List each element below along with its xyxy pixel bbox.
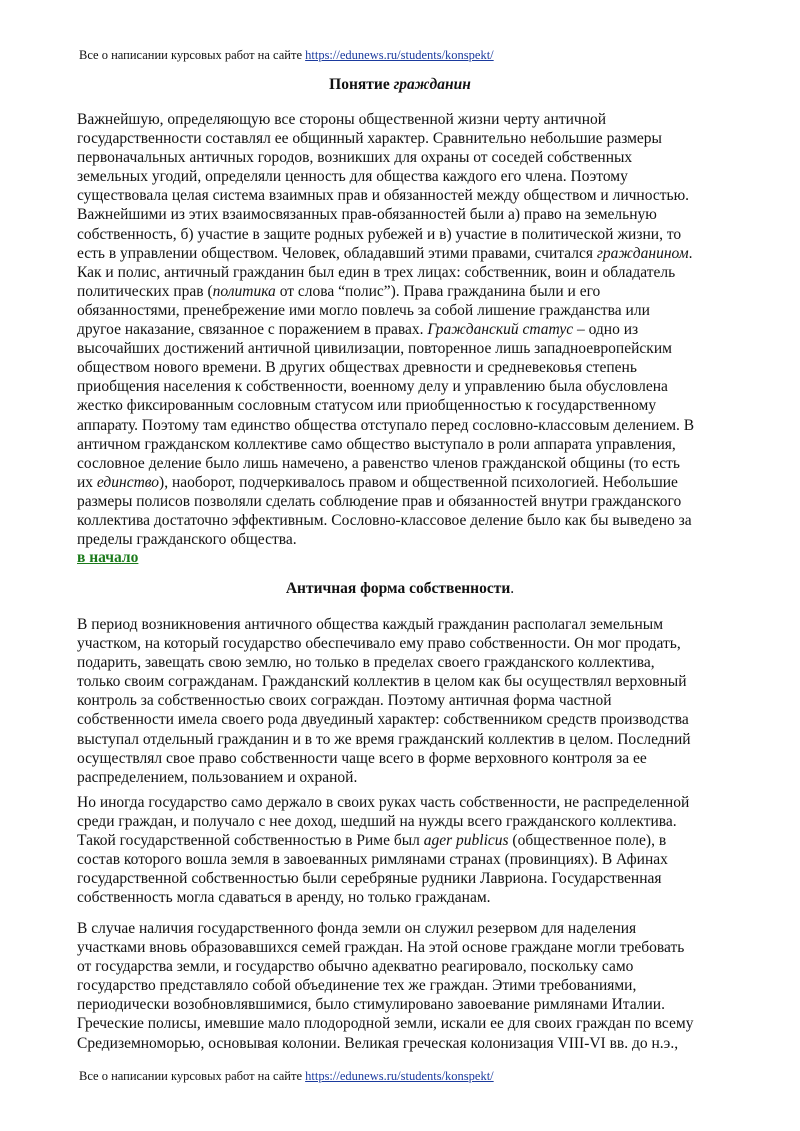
italic-term: Гражданский статус <box>427 321 574 339</box>
text-run: их <box>77 473 97 491</box>
italic-term: гражданином <box>596 244 689 262</box>
text-run: ), наоборот, подчеркивалось правом и общественной психологией. Небольшие <box>159 473 678 491</box>
text-line: распределением, пользованием и охраной. <box>77 768 358 786</box>
text-line: периодически возобновлявшимися, было стимулировано завоевание римлянами Италии. <box>77 996 665 1014</box>
text-run: другое наказание, связанное с поражением в правах. <box>77 321 428 339</box>
text-line: Как и полис, античный гражданин был един в трех лицах: собственник, воин и обладатель <box>77 263 676 281</box>
section-title-property <box>0 580 800 598</box>
section-title-citizen-italic: гражданин <box>393 76 471 93</box>
text-line: античном гражданском коллективе само общество выступало в роли аппарата управления, <box>77 435 676 453</box>
text-line: Средиземноморью, основывая колонии. Великая греческая колонизация VIII-VI вв. до н.э., <box>77 1034 679 1052</box>
text-run: от слова “полис”). Права гражданина были и его <box>275 282 601 300</box>
text-line: обществом нового времени. В других обществах древности и средневековья степень <box>77 359 637 377</box>
text-line: размеры полисов позволяли сделать соблюдение прав и обязанностей внутри гражданского <box>77 492 682 510</box>
italic-term: политика <box>212 282 276 300</box>
header-note-text: Все о написании курсовых работ на сайте <box>79 48 306 62</box>
footer-note-text: Все о написании курсовых работ на сайте <box>79 1069 306 1083</box>
text-line: состав которого вошла земля в завоеванных римлянами странах (провинциях). В Афинах <box>77 851 668 869</box>
text-run: – одно из <box>573 321 639 339</box>
text-line: от государства земли, и государство обычно адекватно реагировало, поскольку само <box>77 958 634 976</box>
footer-note <box>79 1069 494 1084</box>
text-line: собственность, б) участие в защите родных рубежей и в) участие в политической жизни, то <box>77 225 682 243</box>
text-line: обязанностями, пренебрежение ими могло повлечь за собой лишение гражданства или <box>77 301 650 319</box>
text-line: государство представляло собой объединение тех же граждан. Этими требованиями, <box>77 977 637 995</box>
text-line: среди граждан, и получало с нее доход, шедший на нужды всего гражданского коллектива. <box>77 813 677 831</box>
text-line: Важнейшими из этих взаимосвязанных прав-обязанностей были а) право на земельную <box>77 206 657 224</box>
text-line: существовала целая система взаимных прав и обязанностей между обществом и личностью. <box>77 187 690 205</box>
text-line: Важнейшую, определяющую все стороны общественной жизни черту античной <box>77 111 607 128</box>
italic-term: ager publicus <box>423 832 509 850</box>
text-line: приобщения населения к собственности, военному делу и управлению была обусловлена <box>77 378 668 396</box>
text-line: Но иногда государство само держало в своих руках часть собственности, не распределенной <box>77 794 690 811</box>
text-run: Такой государственной собственностью в Риме был <box>77 832 424 850</box>
text-line: государственной собственностью были серебряные рудники Лавриона. Государственная <box>77 870 662 888</box>
text-run: есть в управлении обществом. Человек, обладавший этими правами, считался <box>77 244 597 262</box>
text-line: жестко фиксированным сословным статусом или приобщенностью к государственному <box>77 397 657 415</box>
back-to-top-link[interactable]: в начало <box>77 549 139 566</box>
text-line: выступал отдельный гражданин и в то же время гражданский коллектив в целом. Последний <box>77 730 691 748</box>
text-line: участками вновь образовавшихся семей граждан. На этой основе граждане могли требовать <box>77 939 685 957</box>
text-line: осуществлял свое право собственности чаще всего в форме верховного контроля за ее <box>77 749 647 767</box>
text-line: государственности составлял ее общинный характер. Сравнительно небольшие размеры <box>77 130 662 148</box>
text-line <box>77 320 722 339</box>
text-line: собственности имела своего рода двуединый характер: собственником средств производства <box>77 711 689 729</box>
section-title-citizen-plain: Понятие <box>329 76 394 93</box>
section-title-property-text: Античная форма собственности <box>285 580 511 597</box>
text-line: подарить, завещать свою землю, но только в пределах своего гражданского коллектива, <box>77 654 655 672</box>
footer-site-link[interactable]: https://edunews.ru/students/konspekt/ <box>305 1069 494 1083</box>
text-line: Греческие полисы, имевшие мало плодородной земли, искали ее для своих граждан по всему <box>77 1015 694 1033</box>
text-line: коллектива достаточно эффективным. Сословно-классовое деление было как бы выведено за <box>77 511 692 529</box>
text-line <box>77 831 722 850</box>
text-line: пределы гражданского общества. <box>77 531 297 549</box>
text-line: В период возникновения античного общества каждый гражданин располагал земельным <box>77 616 664 633</box>
section-title-property-suffix: . <box>510 580 515 597</box>
text-line: контроль за собственностью своих сограждан. Поэтому античная форма частной <box>77 692 612 710</box>
text-run: (общественное поле), в <box>508 832 667 850</box>
section-title-citizen <box>0 76 800 94</box>
text-line: собственность могла сдаваться в аренду, но только гражданам. <box>77 889 491 907</box>
text-line <box>77 244 722 263</box>
text-run: . <box>688 244 693 262</box>
text-line: высочайших достижений античной цивилизации, повторенное лишь западноевропейским <box>77 340 672 358</box>
paragraph-property-intro <box>77 615 722 787</box>
header-site-link[interactable]: https://edunews.ru/students/konspekt/ <box>305 48 494 62</box>
paragraph-citizen <box>77 110 722 549</box>
paragraph-state-property <box>77 793 722 908</box>
text-line: аппарату. Поэтому там единство общества отступало перед сословно-классовым делением. В <box>77 416 695 434</box>
italic-term: единство <box>96 473 160 491</box>
text-line: земельных угодий, определяли ценность для общества каждого его члена. Поэтому <box>77 168 628 186</box>
text-run: политических прав ( <box>77 282 213 300</box>
text-line <box>77 473 722 492</box>
text-line: В случае наличия государственного фонда земли он служил резервом для наделения <box>77 920 637 937</box>
paragraph-land-fund <box>77 919 722 1053</box>
text-line <box>77 282 722 301</box>
text-line: участком, на который государство обеспечивало ему право собственности. Он мог продать, <box>77 635 681 653</box>
text-line: сословное деление было лишь намечено, а равенство членов гражданской общины (то есть <box>77 454 680 472</box>
header-note <box>79 48 494 63</box>
text-line: только своим согражданам. Гражданский коллектив в целом как бы осуществлял верховный <box>77 673 687 691</box>
text-line: первоначальных античных городов, возникших для охраны от соседей собственных <box>77 149 633 167</box>
